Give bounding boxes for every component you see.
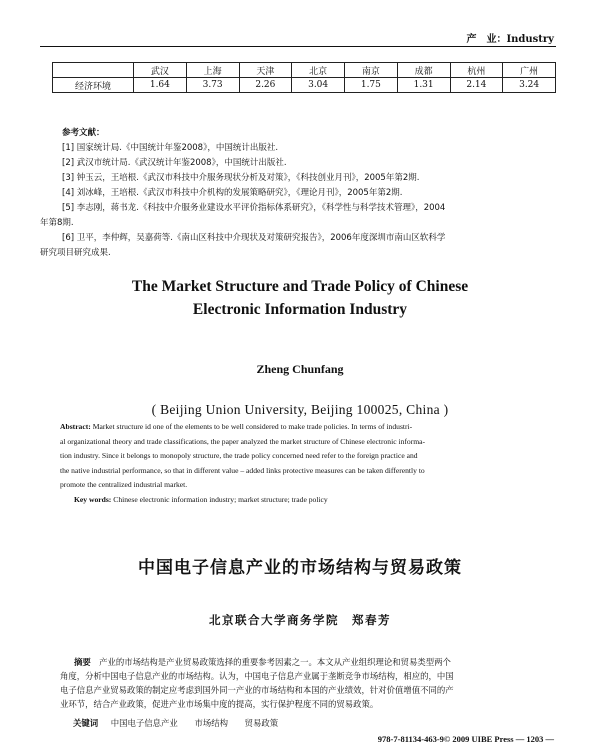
- english-abstract: [60, 420, 560, 508]
- table-cell: 2.14: [450, 78, 503, 93]
- english-title-line: Electronic Information Industry: [192, 301, 408, 318]
- table-row-label: 经济环境: [53, 78, 134, 93]
- reference-item-continuation: 研究项目研究成果.: [40, 248, 111, 258]
- chinese-abstract: [60, 655, 560, 711]
- keyword: 中国电子信息产业: [110, 718, 178, 728]
- english-abstract-line: al organizational theory and trade classifications, the paper analyzed the market structure of Chinese electronic informa-: [60, 436, 426, 446]
- table-row: [53, 78, 556, 93]
- running-header: 产 业：Industry: [466, 34, 554, 45]
- reference-item: [6] 卫平，李仲辉，吴嘉荷等.《南山区科技中介现状及对策研究报告》，2006年度深圳市南山区软科学: [62, 233, 446, 243]
- page-footer: 978-7-81134-463-9© 2009 UIBE Press — 1203 —: [377, 734, 554, 744]
- chinese-keywords: [73, 717, 553, 729]
- city-index-table: [52, 62, 556, 93]
- table-header-cell: 武汉: [134, 63, 187, 78]
- reference-item-continuation: 年第8期.: [40, 218, 74, 228]
- table-header-cell: 北京: [292, 63, 345, 78]
- table-header-cell: 南京: [345, 63, 398, 78]
- reference-item: [3] 钟玉云，王培根.《武汉市科技中介服务现状分析及对策》，《科技创业月刊》，2005年第2期.: [62, 173, 420, 183]
- english-abstract-line: tion industry. Since it belongs to monopoly structure, the trade policy concerned need refer to the foreign practice and: [60, 451, 418, 461]
- english-abstract-line: promote the centralized industrial market.: [60, 480, 188, 490]
- reference-item: [2] 武汉市统计局.《武汉统计年鉴2008》，中国统计出版社.: [62, 158, 287, 168]
- keyword: 贸易政策: [244, 718, 279, 728]
- references-section: [40, 126, 562, 261]
- chinese-keywords-label: 关键词: [73, 718, 99, 728]
- english-title-line: The Market Structure and Trade Policy of Chinese: [131, 278, 469, 295]
- table-header-cell: 成都: [397, 63, 450, 78]
- table-header-cell: 天津: [239, 63, 292, 78]
- table-header-cell: 上海: [186, 63, 239, 78]
- table-cell: 3.04: [292, 78, 345, 93]
- table-cell: 1.75: [345, 78, 398, 93]
- chinese-title: 中国电子信息产业的市场结构与贸易政策: [138, 558, 462, 578]
- english-abstract-line: the native industrial performance, so that in different value – added links protective measures can be taken differently to: [60, 465, 425, 475]
- table-cell: 1.31: [397, 78, 450, 93]
- chinese-abstract-line: 摘要 产业的市场结构是产业贸易政策选择的重要参考因素之一。本文从产业组织理论和贸易类型两个: [74, 657, 451, 667]
- chinese-abstract-label: 摘要: [74, 657, 91, 667]
- english-title: [40, 275, 560, 321]
- table-header-cell: 杭州: [450, 63, 503, 78]
- chinese-abstract-line: 电子信息产业贸易政策的制定应考虑到国外同一产业的市场结构和本国的产业绩效，针对价值增值不同的产: [60, 685, 454, 695]
- english-abstract-line: Abstract: Market structure id one of the elements to be well considered to make trade policies. In terms of industri-: [60, 422, 413, 431]
- english-author: Zheng Chunfang: [256, 362, 344, 376]
- reference-item: [4] 刘冰峰，王培根.《武汉市科技中介机构的发展策略研究》，《理论月刊》，2005年第2期.: [62, 188, 403, 198]
- abstract-label: Abstract:: [60, 422, 91, 431]
- table-cell: 3.24: [503, 78, 556, 93]
- table-header-cell: 广州: [503, 63, 556, 78]
- table-header-row: [53, 63, 556, 78]
- table-cell: 1.64: [134, 78, 187, 93]
- reference-item: [1] 国家统计局.《中国统计年鉴2008》，中国统计出版社.: [62, 143, 279, 153]
- english-affiliation: ( Beijing Union University, Beijing 100025, China ): [151, 402, 449, 417]
- chinese-author: 北京联合大学商务学院 郑春芳: [209, 613, 391, 627]
- header-rule: [40, 46, 556, 47]
- keyword: 市场结构: [194, 718, 228, 728]
- table-corner-cell: [53, 63, 134, 78]
- chinese-abstract-line: 业环节，结合产业政策，促进产业市场集中度的提高，实行保护程度不同的贸易政策。: [60, 699, 379, 709]
- english-keywords: Key words: Chinese electronic information industry; market structure; trade policy: [74, 494, 328, 504]
- chinese-abstract-line: 角度，分析中国电子信息产业的市场结构。认为，中国电子信息产业属于垄断竞争市场结构，相应的，中国: [60, 671, 454, 681]
- reference-item: [5] 李志刚，蒋书龙.《科技中介服务业建设水平评价指标体系研究》，《科学性与科学技术管理》，2004: [62, 203, 446, 213]
- references-title: 参考文献：: [62, 128, 105, 138]
- table-cell: 2.26: [239, 78, 292, 93]
- table-cell: 3.73: [186, 78, 239, 93]
- keywords-label: Key words:: [74, 494, 112, 504]
